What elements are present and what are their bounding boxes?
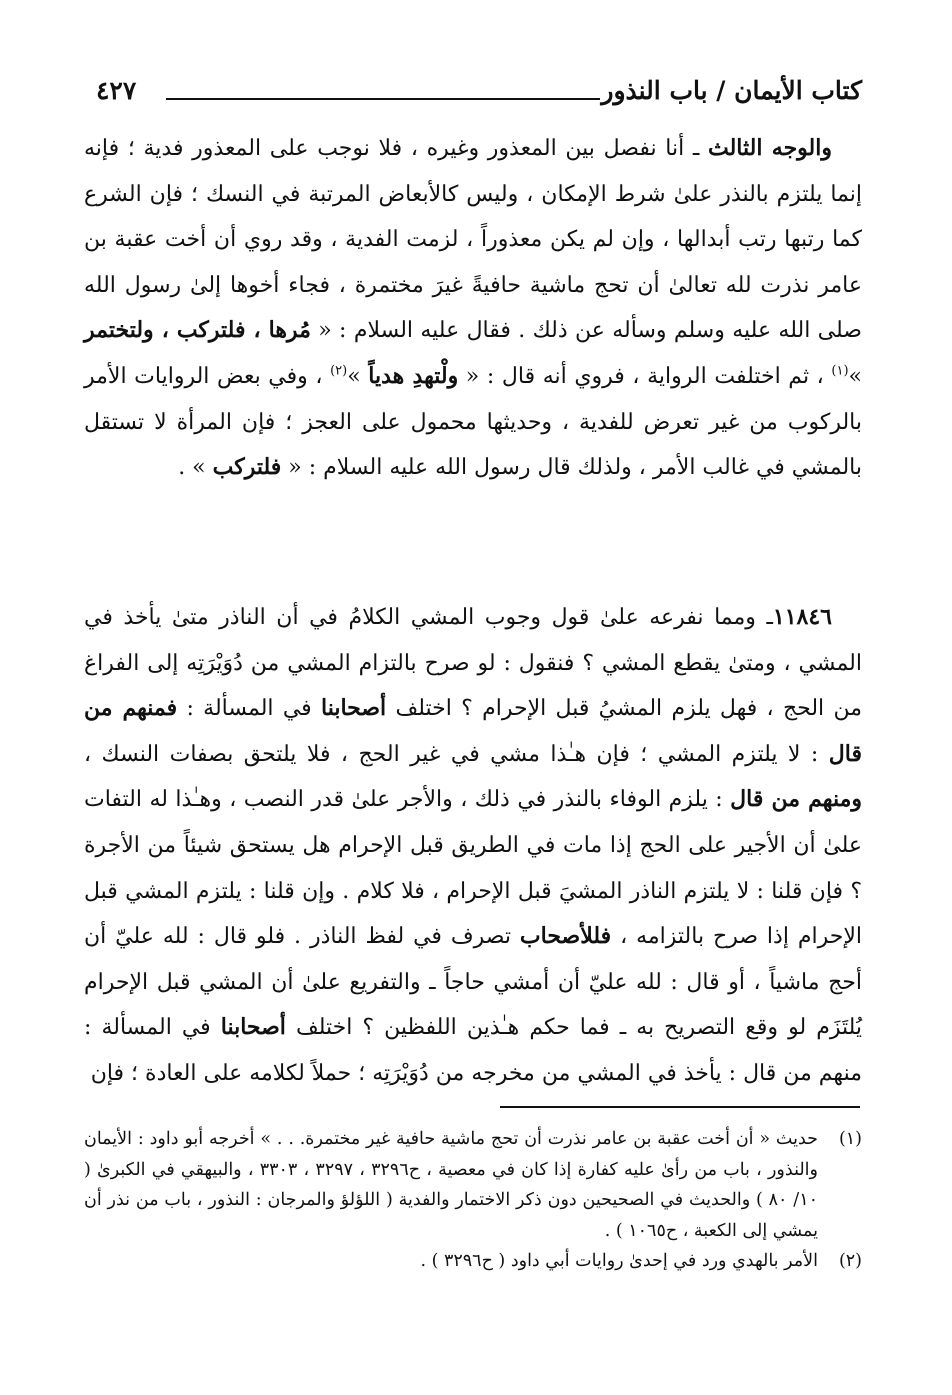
footnote-reference-2[interactable]: (٢): [330, 363, 348, 379]
hadith-quote: فلتركب: [212, 454, 282, 481]
paragraph-third-aspect: [84, 126, 862, 491]
running-header: [96, 72, 862, 112]
paragraph-number: ١١٨٤٦: [772, 604, 832, 630]
page-number: ٤٢٧: [96, 76, 137, 105]
emphasis-term: فمنهم من قال: [84, 695, 863, 767]
hadith-quote: مُرها ، فلتركب ، ولتختمر: [84, 317, 311, 344]
paragraph-text: [84, 595, 862, 1097]
emphasis-term: أصحابنا: [320, 695, 387, 722]
header-rule: [166, 98, 600, 100]
text-segment: » .: [178, 455, 213, 481]
paragraph-11846: [84, 595, 862, 1097]
emphasis-term: ومنهم من قال: [730, 786, 862, 813]
footnote-number: (٢): [838, 1251, 862, 1271]
text-segment: في المسألة :: [177, 696, 321, 722]
text-segment: تصرف في لفظ الناذر . فلو قال : لله عليّ أن أحج ماشياً ، أو قال : لله عليّ أن أمشي حاجاً ـ والتفريع علىٰ أن المشي قبل الإحرام يُلتَزَم لو وقع التصريح به ـ فما حكم هـٰذين اللفظين ؟ اختلف: [84, 924, 862, 1041]
footnote-1: [84, 1124, 862, 1246]
text-segment: : يلزم الوفاء بالنذر في ذلك ، والأجر علىٰ قدر النصب ، وهـٰذا له التفات علىٰ أن الأجير على الحج إذا مات في الطريق قبل الإحرام هل يستحق شيئاً من الأجرة ؟ فإن قلنا : لا يلتزم الناذر المشيَ قبل الإحرام ، فلا كلام . وإن قلنا : يلتزم المشي قبل الإحرام إذا صرح بالتزامه ،: [84, 787, 862, 950]
footnote-2: [84, 1246, 862, 1277]
text-segment: ـ أنا نفصل بين المعذور وغيره ، فلا نوجب على المعذور فدية ؛ فإنه إنما يلتزم بالنذر علىٰ شرط الإمكان ، وليس كالأبعاض المرتبة في النسك ؛ فإن الشرع كما رتبها رتب أبدالها ، وإن لم يكن معذوراً ، لزمت الفدية ، وقد روي أن أخت عقبة بن عامر نذرت لله تعالىٰ أن تحج ماشية حافيةً غيرَ مختمرة ، فجاء أخوها إلىٰ رسول الله صلى الله عليه وسلم وسأله عن ذلك . فقال عليه السلام : «: [84, 136, 862, 344]
emphasis-term: فللأصحاب: [519, 923, 612, 950]
text-segment: »: [347, 363, 369, 389]
section-lead: والوجه الثالث: [707, 135, 832, 161]
text-segment: ، وفي بعض الروايات الأمر بالركوب من غير تعرض للفدية ، وحديثها محمول على العجز ؛ فإن المرأة لا تستقل بالمشي في غالب الأمر ، ولذلك قال رسول الله عليه السلام : «: [84, 363, 862, 481]
footnote-reference-1[interactable]: (١): [831, 363, 849, 379]
footnote-number: (١): [838, 1129, 862, 1149]
running-title: كتاب الأيمان / باب النذور: [601, 76, 862, 105]
footnote-text: الأمر بالهدي ورد في إحدىٰ روايات أبي داود ( ح٣٢٩٦ ) .: [420, 1251, 818, 1271]
footnote-separator: [500, 1106, 860, 1108]
emphasis-term: أصحابنا: [220, 1014, 286, 1041]
hadith-quote: ولْتهدِ هدياً: [368, 362, 459, 389]
footnotes: [84, 1124, 862, 1277]
text-segment: ـ ومما نفرعه علىٰ قول وجوب المشي الكلامُ في أن الناذر متىٰ يأخذ في المشي ، ومتىٰ يقطع المشي ؟ فنقول : لو صرح بالتزام المشي من دُوَيْرَتِه إلى الفراغ من الحج ، فهل يلزم المشيُ قبل الإحرام ؟ اختلف: [84, 605, 862, 722]
text-segment: ، ثم اختلفت الرواية ، فروي أنه قال : «: [458, 363, 832, 389]
text-segment: »: [848, 363, 862, 389]
text-segment: : لا يلتزم المشي ؛ فإن هـٰذا مشي في غير الحج ، فلا يلتحق بصفات النسك ،: [84, 741, 829, 767]
footnote-text: حديث « أن أخت عقبة بن عامر نذرت أن تحج ماشية حافية غير مختمرة. . . » أخرجه أبو داود : الأيمان والنذور ، باب من رأىٰ عليه كفارة إذا كان في معصية ، ح٣٢٩٦ ، ٣٢٩٧ ، ٣٣٠٣ ، والبيهقي في الكبرىٰ ( ١٠/ ٨٠ ) والحديث في الصحيحين دون ذكر الاختمار والفدية ( اللؤلؤ والمرجان : النذور ، باب من نذر أن يمشي إلى الكعبة ، ح١٠٦٥ ) .: [84, 1129, 819, 1241]
paragraph-text: [84, 126, 862, 491]
text-segment: في المسألة : منهم من قال : يأخذ في المشي من مخرجه من دُوَيْرَتِه ؛ حملاً لكلامه على العادة ؛ فإن: [84, 1015, 862, 1086]
